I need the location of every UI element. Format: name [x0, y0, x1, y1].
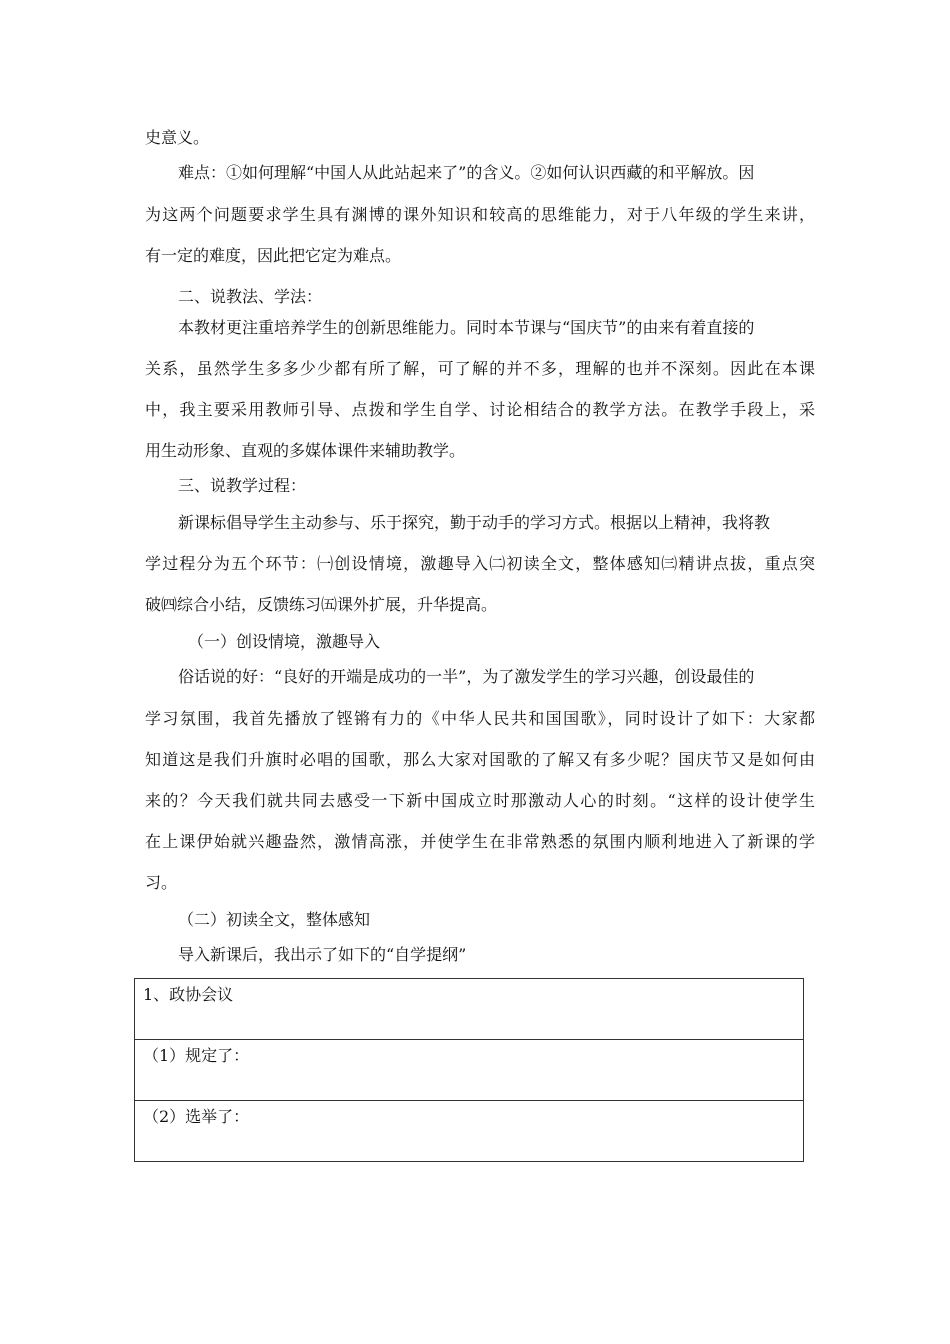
- paragraph-line: 本教材更注重培养学生的创新思维能力。同时本节课与“国庆节”的由来有着直接的: [178, 318, 755, 337]
- paragraph-line: 有一定的难度，因此把它定为难点。: [145, 246, 402, 265]
- table-row: [135, 1040, 804, 1101]
- table-row: [135, 979, 804, 1040]
- paragraph-line: 破㈣综合小结，反馈练习㈤课外扩展，升华提高。: [145, 595, 498, 614]
- paragraph-line: 知道这是我们升旗时必唱的国歌，那么大家对国歌的了解又有多少呢？国庆节又是如何由: [145, 750, 815, 769]
- paragraph-line: 为这两个问题要求学生具有渊博的课外知识和较高的思维能力，对于八年级的学生来讲，: [145, 205, 815, 224]
- paragraph-line: 中，我主要采用教师引导、点拨和学生自学、讨论相结合的教学方法。在教学手段上，采: [145, 400, 815, 419]
- paragraph-line: 学习氛围，我首先播放了铿锵有力的《中华人民共和国国歌》，同时设计了如下：大家都: [145, 709, 815, 728]
- paragraph-line: 史意义。: [145, 128, 210, 147]
- self-study-outline-table: [134, 978, 804, 1162]
- difficulty-heading-line: 难点：①如何理解“中国人从此站起来了”的含义。②如何认识西藏的和平解放。因: [178, 163, 755, 182]
- table-row: [135, 1101, 804, 1162]
- subsection-heading: （二）初读全文，整体感知: [178, 910, 371, 929]
- table-cell: （1）规定了：: [135, 1040, 804, 1101]
- paragraph-line: 来的？今天我们就共同去感受一下新中国成立时那激动人心的时刻。“这样的设计使学生: [145, 791, 815, 810]
- section-heading: 三、说教学过程：: [178, 476, 307, 495]
- table-cell: （2）选举了：: [135, 1101, 804, 1162]
- paragraph-line: 关系，虽然学生多多少少都有所了解，可了解的并不多，理解的也并不深刻。因此在本课: [145, 359, 815, 378]
- paragraph-line: 新课标倡导学生主动参与、乐于探究，勤于动手的学习方式。根据以上精神，我将教: [178, 513, 771, 532]
- table-cell: 1、政协会议: [135, 979, 804, 1040]
- subsection-heading: （一）创设情境，激趣导入: [188, 632, 381, 651]
- paragraph-line: 用生动形象、直观的多媒体课件来辅助教学。: [145, 441, 466, 460]
- section-heading: 二、说教法、学法：: [178, 287, 323, 306]
- paragraph-line: 俗话说的好：“良好的开端是成功的一半”，为了激发学生的学习兴趣，创设最佳的: [178, 667, 755, 686]
- paragraph-line: 学过程分为五个环节：㈠创设情境，激趣导入㈡初读全文，整体感知㈢精讲点拔，重点突: [145, 554, 815, 573]
- paragraph-line: 习。: [145, 873, 178, 892]
- paragraph-line: 在上课伊始就兴趣盎然，激情高涨，并使学生在非常熟悉的氛围内顺利地进入了新课的学: [145, 832, 815, 851]
- paragraph-line: 导入新课后，我出示了如下的“自学提纲”: [178, 945, 467, 964]
